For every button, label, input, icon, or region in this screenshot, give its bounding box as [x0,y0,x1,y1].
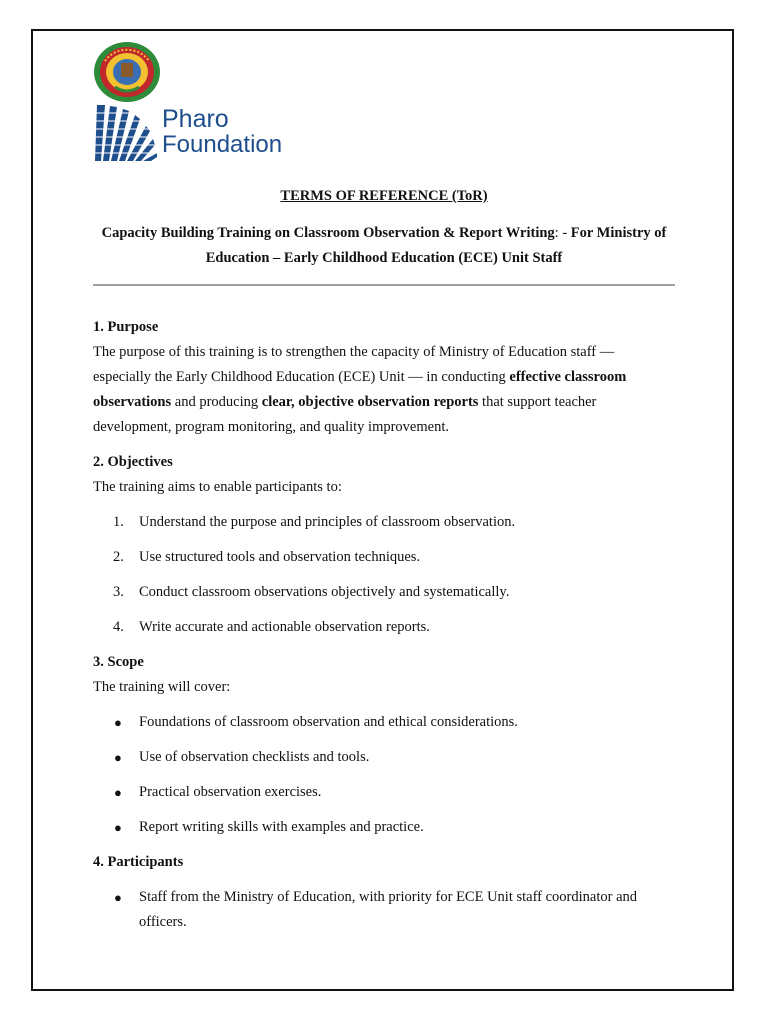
sunburst-icon [95,103,157,161]
subtitle-separator: : - [554,225,571,241]
list-item-text: Staff from the Ministry of Education, with priority for ECE Unit staff coordinator and officers. [139,889,638,930]
list-item-text: Report writing skills with examples and practice. [139,819,424,835]
list-item [93,780,675,805]
scope-heading: 3. Scope [93,654,144,670]
bullet-icon: ● [114,785,122,800]
pharo-foundation-logo [95,103,295,161]
scope-list [93,710,675,840]
horizontal-divider [93,284,675,286]
purpose-bold-a: effective classroom observations [93,369,627,410]
list-number: 2. [113,549,124,565]
list-item-text: Use structured tools and observation techniques. [139,549,421,565]
objectives-heading: 2. Objectives [93,454,173,470]
subtitle-part-2: For Ministry of Education – Early Childhood Education (ECE) Unit Staff [205,225,667,266]
document-subtitle [93,221,675,271]
list-number: 1. [113,514,124,530]
purpose-heading: 1. Purpose [93,319,159,335]
section-purpose [93,315,675,440]
objectives-intro: The training aims to enable participants to: [93,479,342,495]
bullet-icon: ● [114,820,122,835]
list-item [93,615,675,640]
list-item [93,745,675,770]
scope-intro: The training will cover: [93,679,231,695]
section-participants [93,850,675,935]
purpose-bold-b: clear, objective observation reports [261,394,479,410]
bullet-icon: ● [114,715,122,730]
section-objectives [93,450,675,640]
list-item-text: Practical observation exercises. [139,784,322,800]
list-item [93,580,675,605]
list-item [93,545,675,570]
ministry-seal-logo [93,41,161,103]
section-scope [93,650,675,840]
document-title: TERMS OF REFERENCE (ToR) [280,188,488,204]
list-item [93,710,675,735]
list-item [93,815,675,840]
purpose-paragraph [93,340,675,440]
participants-heading: 4. Participants [93,854,184,870]
subtitle-part-1: Capacity Building Training on Classroom Observation & Report Writing [101,225,555,241]
bullet-icon: ● [114,750,122,765]
list-item [93,510,675,535]
list-item-text: Foundations of classroom observation and ethical considerations. [139,714,518,730]
participants-list [93,885,675,935]
purpose-text-b: and producing [171,394,262,410]
purpose-text-a: The purpose of this training is to strengthen the capacity of Ministry of Education staff — especially the Early Childhood Education (ECE) Unit — in conducting [93,344,615,385]
list-item [93,885,675,935]
list-item-text: Use of observation checklists and tools. [139,749,370,765]
document-body [93,315,675,935]
objectives-list [93,510,675,640]
bullet-icon: ● [114,890,122,905]
logo-line-2: Foundation [162,131,283,158]
list-number: 4. [113,619,124,635]
list-item-text: Write accurate and actionable observation reports. [139,619,430,635]
list-item-text: Conduct classroom observations objectively and systematically. [139,584,510,600]
logo-line-1: Pharo [162,105,229,133]
purpose-text-c: that support teacher development, program monitoring, and quality improvement. [93,394,597,435]
list-item-text: Understand the purpose and principles of classroom observation. [139,514,516,530]
list-number: 3. [113,584,124,600]
